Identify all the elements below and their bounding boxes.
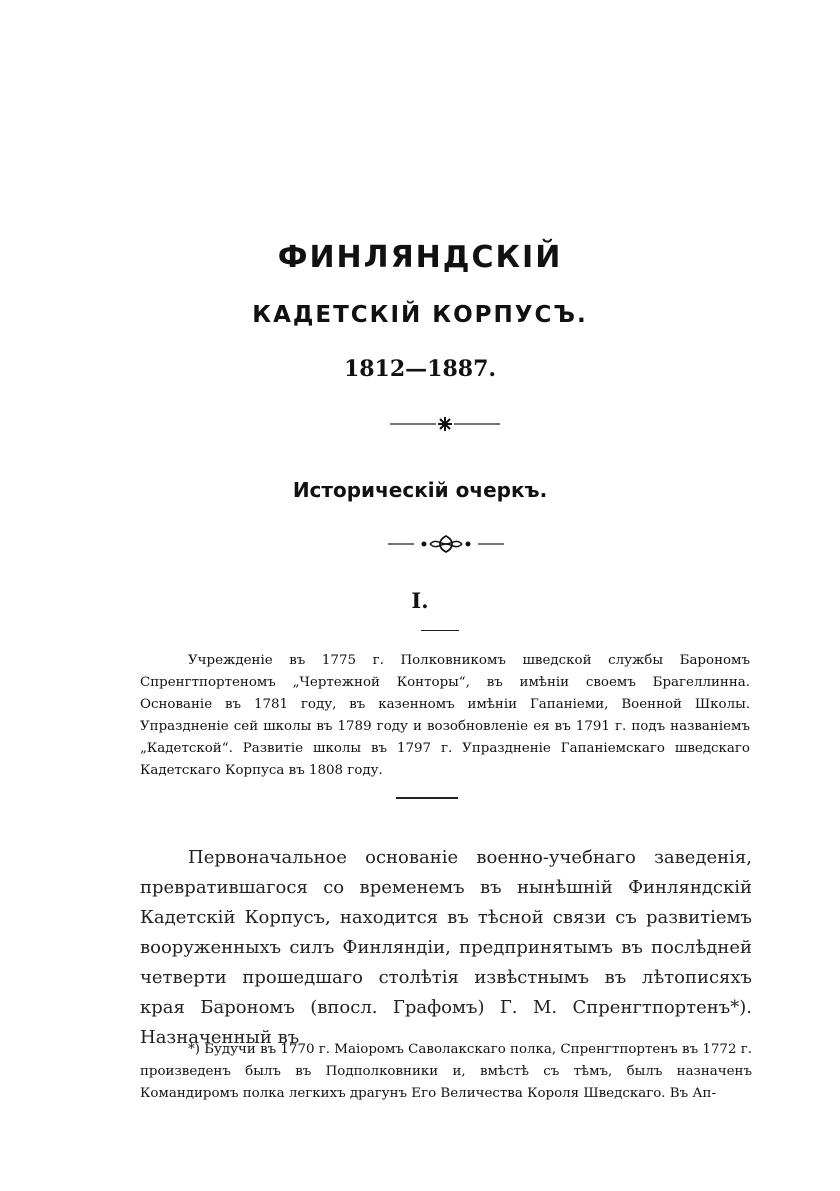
chapter-number: I. xyxy=(411,588,429,613)
date-range: 1812—1887. xyxy=(343,356,497,382)
divider xyxy=(421,630,459,631)
page-title: ФИНЛЯНДСКІЙ xyxy=(277,240,563,275)
footnote xyxy=(140,1039,752,1105)
page-subtitle: КАДЕТСКІЙ КОРПУСЪ. xyxy=(252,302,588,328)
section-title: Историческій очеркъ. xyxy=(292,478,548,502)
footnote-text: *) Будучи въ 1770 г. Маіоромъ Саволакскаго полка, Спренгтпортенъ въ 1772 г. произведенъ былъ въ Подполковники и, вмѣстѣ съ тѣмъ, былъ назначенъ Командиромъ полка легкихъ драгунъ Его Величества Короля Шведскаго. Въ Ап- xyxy=(140,1042,752,1101)
print-speck xyxy=(218,1000,258,1008)
body-paragraph: Первоначальное основаніе военно-учебнаго заведенія, превратившагося со временемъ въ нынѣшній Финляндскій Кадетскій Корпусъ, находится въ тѣсной связи съ развитіемъ вооруженныхъ силъ Финляндіи, предпринятымъ въ послѣдней четверти прошедшаго столѣтія извѣстнымъ въ лѣтописяхъ края Барономъ (впосл. Графомъ) Г. М. Спренгтпортенъ*). Назначенный въ xyxy=(140,847,752,1048)
star-dash-ornament-icon xyxy=(390,416,500,432)
divider xyxy=(396,797,458,799)
chapter-summary xyxy=(140,650,750,782)
summary-text: Учрежденіе въ 1775 г. Полковникомъ шведской службы Барономъ Спренгтпортеномъ „Чертежной Конторы“, въ имѣніи своемъ Брагеллинна. Основаніе въ 1781 году, въ казенномъ имѣніи Гапаніеми, Военной Школы. Упраздненіе сей школы въ 1789 году и возобновленіе ея въ 1791 г. подъ названіемъ „Кадетской“. Развитіе школы въ 1797 г. Упраздненіе Гапаніемскаго шведскаго Кадетскаго Корпуса въ 1808 году. xyxy=(140,653,750,778)
fleuron-ornament-icon xyxy=(388,534,504,554)
body-text xyxy=(140,843,752,1053)
